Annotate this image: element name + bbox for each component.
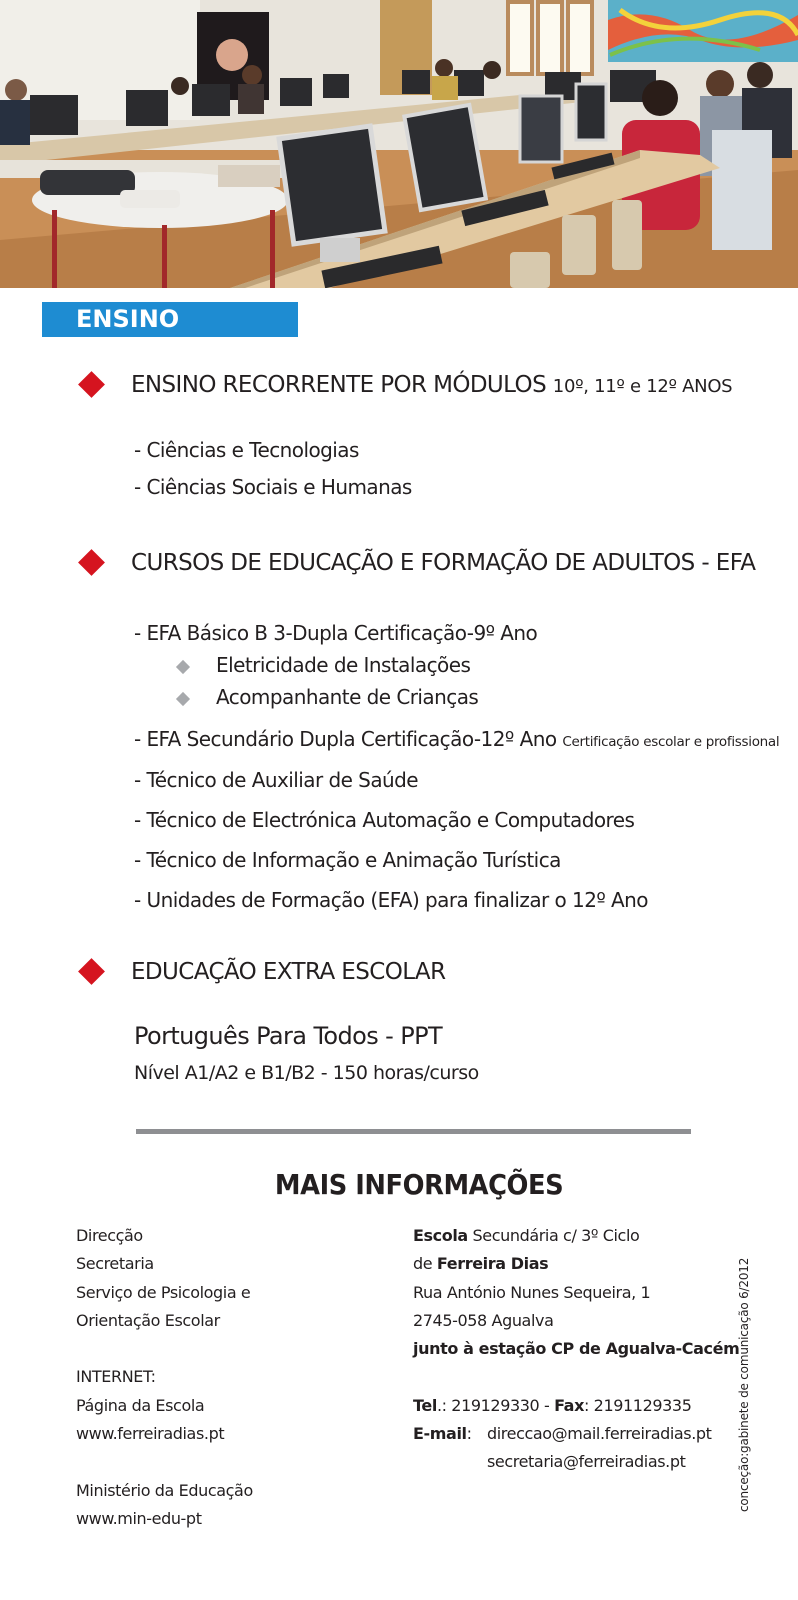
email-colon: : (466, 1424, 472, 1444)
info-line: Serviço de Psicologia e (76, 1282, 251, 1302)
info-right-column (413, 1222, 739, 1477)
info-line: Direcção (76, 1226, 143, 1245)
course-line: - Ciências e Tecnologias (134, 438, 359, 462)
school-of: de (413, 1254, 437, 1274)
school-label: Escola (413, 1226, 468, 1245)
school-type: Secundária c/ 3º Ciclo (467, 1226, 640, 1245)
sub-bullet-diamond-icon (176, 660, 190, 674)
info-line: Ministério da Educação (76, 1480, 253, 1500)
school-name: Ferreira Dias (436, 1254, 549, 1274)
course-heading-efa: CURSOS DE EDUCAÇÃO E FORMAÇÃO DE ADULTOS - EFA (131, 550, 756, 576)
station-note: junto à estação CP de Agualva-Cacém (413, 1339, 740, 1359)
school-website-link[interactable]: www.ferreiradias.pt (76, 1424, 225, 1444)
tel-label: Tel (413, 1395, 437, 1415)
sub-item: Eletricidade de Instalações (216, 653, 471, 677)
section-label: ENSINO NOTURNO (42, 302, 298, 337)
course-heading-recorrente (131, 370, 732, 402)
tel-value: .: 219129330 - (436, 1395, 555, 1415)
street-address: Rua António Nunes Sequeira, 1 (413, 1282, 651, 1302)
course-heading-text: ENSINO RECORRENTE POR MÓDULOS (131, 372, 547, 398)
bullet-diamond-icon (78, 549, 105, 576)
ppt-title: Português Para Todos - PPT (134, 1022, 443, 1050)
ministry-website-link[interactable]: www.min-edu-pt (76, 1508, 202, 1528)
course-line-efa-basico: - EFA Básico B 3-Dupla Certificação-9º Ano (134, 621, 538, 645)
course-line: - Unidades de Formação (EFA) para finalizar o 12º Ano (134, 888, 648, 912)
classroom-photo (0, 0, 798, 288)
course-line-note: Certificação escolar e profissional (562, 734, 780, 750)
info-title: MAIS INFORMAÇÕES (274, 1168, 564, 1201)
bullet-diamond-icon (78, 371, 105, 398)
postal-address: 2745-058 Agualva (413, 1310, 554, 1330)
school-name-line (413, 1250, 739, 1278)
email-link-direccao[interactable]: direccao@mail.ferreiradias.pt (487, 1424, 712, 1444)
info-line: Orientação Escolar (76, 1310, 220, 1330)
bullet-diamond-icon (78, 958, 105, 985)
info-line: INTERNET: (76, 1367, 156, 1387)
course-line: - Técnico de Electrónica Automação e Computadores (134, 808, 635, 832)
course-heading-extra-escolar: EDUCAÇÃO EXTRA ESCOLAR (131, 959, 446, 985)
sub-bullet-diamond-icon (176, 692, 190, 706)
divider (136, 1129, 691, 1134)
email-line (413, 1420, 739, 1448)
ppt-subtitle: Nível A1/A2 e B1/B2 - 150 horas/curso (134, 1062, 479, 1084)
fax-value: : 2191129335 (584, 1395, 692, 1415)
phone-line (413, 1392, 739, 1420)
course-line-text: - EFA Secundário Dupla Certificação-12º Ano (134, 727, 557, 751)
info-left-column (76, 1222, 253, 1533)
email-link-secretaria[interactable]: secretaria@ferreiradias.pt (487, 1452, 686, 1472)
fax-label: Fax (554, 1395, 584, 1415)
design-credit: conceção:gabinete de comunicação 6/2012 (737, 1257, 751, 1512)
info-line: Secretaria (76, 1254, 154, 1274)
course-line-efa-secundario (134, 726, 779, 755)
school-line (413, 1222, 739, 1250)
course-heading-suffix: 10º, 11º e 12º ANOS (552, 376, 733, 397)
email-label: E-mail (413, 1424, 467, 1444)
email-line (413, 1448, 739, 1476)
info-line: Página da Escola (76, 1395, 205, 1415)
course-line: - Técnico de Informação e Animação Turística (134, 848, 561, 872)
sub-item: Acompanhante de Crianças (216, 685, 479, 709)
course-line: - Técnico de Auxiliar de Saúde (134, 768, 419, 792)
course-line: - Ciências Sociais e Humanas (134, 475, 412, 499)
